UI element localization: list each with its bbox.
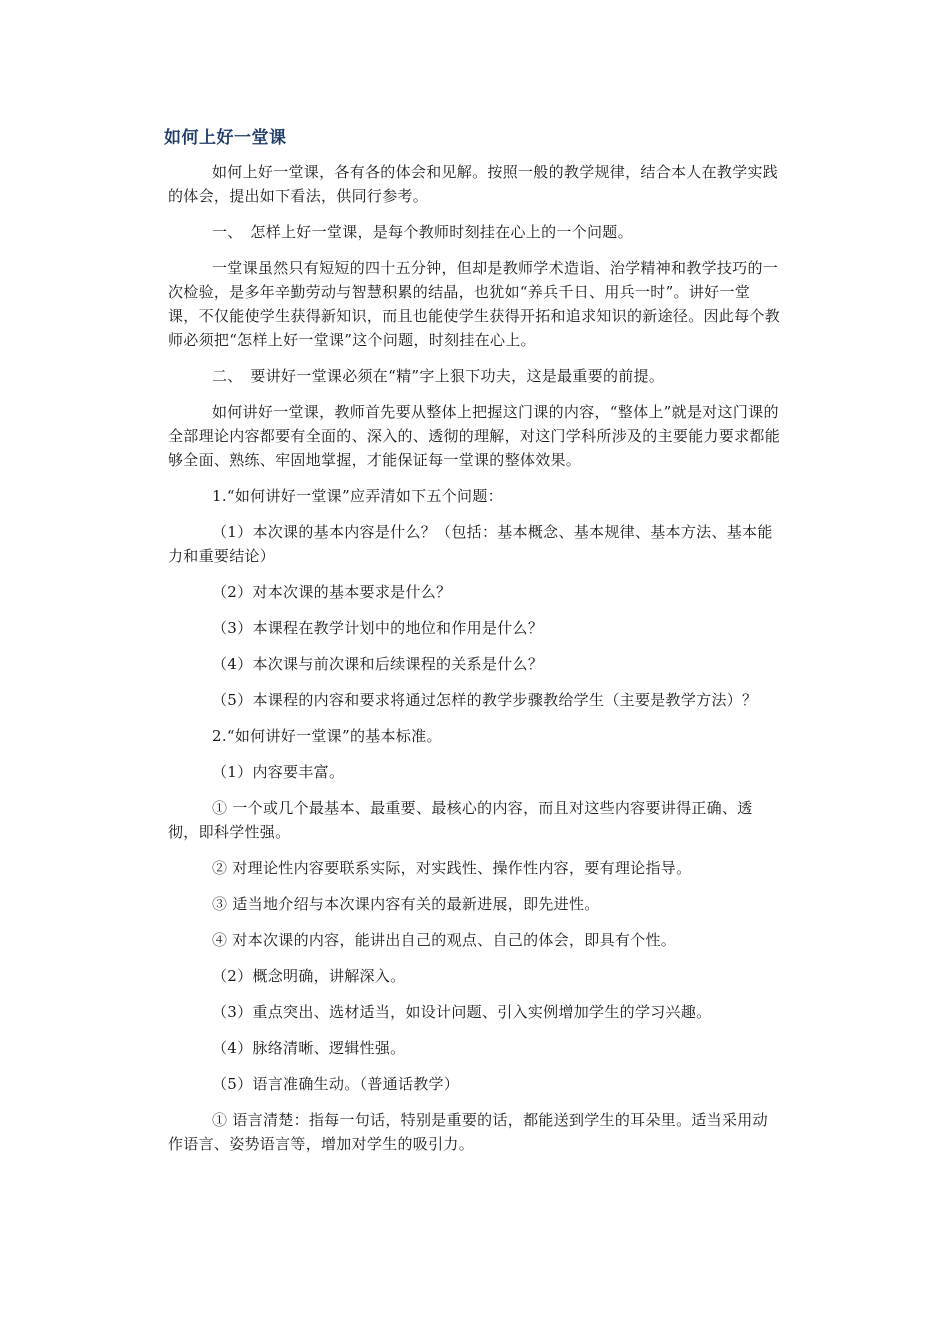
paragraph: 如何上好一堂课，各有各的体会和见解。按照一般的教学规律，结合本人在教学实践的体会，提出如下看法，供同行参考。 [168, 163, 779, 205]
paragraph: （3）本课程在教学计划中的地位和作用是什么？ [212, 619, 544, 637]
paragraph: 1.“如何讲好一堂课”应弄清如下五个问题： [212, 487, 503, 505]
paragraph: 一堂课虽然只有短短的四十五分钟，但却是教师学术造诣、治学精神和教学技巧的一次检验，是多年辛勤劳动与智慧积累的结晶，也犹如“养兵千日、用兵一时”。讲好一堂课，不仅能使学生获得新知识，而且也能使学生获得开拓和追求知识的新途径。因此每个教师必须把“怎样上好一堂课”这个问题，时刻挂在心上。 [168, 259, 781, 349]
paragraph: （2）概念明确，讲解深入。 [212, 967, 406, 985]
paragraph: ① 一个或几个最基本、最重要、最核心的内容，而且对这些内容要讲得正确、透彻，即科学性强。 [168, 799, 753, 841]
paragraph: （1）本次课的基本内容是什么？（包括：基本概念、基本规律、基本方法、基本能力和重要结论） [168, 523, 773, 565]
document-page [164, 126, 781, 1168]
paragraph: （3）重点突出、选材适当，如设计问题、引入实例增加学生的学习兴趣。 [212, 1003, 712, 1021]
document-title: 如何上好一堂课 [164, 128, 287, 148]
paragraph: 一、 怎样上好一堂课，是每个教师时刻挂在心上的一个问题。 [212, 223, 633, 241]
paragraph: （4）脉络清晰、逻辑性强。 [212, 1039, 406, 1057]
paragraph: （2）对本次课的基本要求是什么？ [212, 583, 452, 601]
paragraph: 如何讲好一堂课，教师首先要从整体上把握这门课的内容，“整体上”就是对这门课的全部理论内容都要有全面的、深入的、透彻的理解，对这门学科所涉及的主要能力要求都能够全面、熟练、牢固地掌握，才能保证每一堂课的整体效果。 [168, 403, 781, 469]
paragraph: （4）本次课与前次课和后续课程的关系是什么？ [212, 655, 544, 673]
paragraph: ④ 对本次课的内容，能讲出自己的观点、自己的体会，即具有个性。 [212, 931, 677, 949]
paragraph: ① 语言清楚：指每一句话，特别是重要的话，都能送到学生的耳朵里。适当采用动作语言、姿势语言等，增加对学生的吸引力。 [168, 1111, 768, 1153]
paragraph: 2.“如何讲好一堂课”的基本标准。 [212, 727, 442, 745]
paragraph: （5）语言准确生动。（普通话教学） [212, 1075, 460, 1093]
paragraph: 二、 要讲好一堂课必须在“精”字上狠下功夫，这是最重要的前提。 [212, 367, 665, 385]
paragraph: （5）本课程的内容和要求将通过怎样的教学步骤教给学生（主要是教学方法）？ [212, 691, 758, 709]
paragraph: （1）内容要丰富。 [212, 763, 345, 781]
paragraph: ③ 适当地介绍与本次课内容有关的最新进展，即先进性。 [212, 895, 600, 913]
paragraph: ② 对理论性内容要联系实际，对实践性、操作性内容，要有理论指导。 [212, 859, 692, 877]
